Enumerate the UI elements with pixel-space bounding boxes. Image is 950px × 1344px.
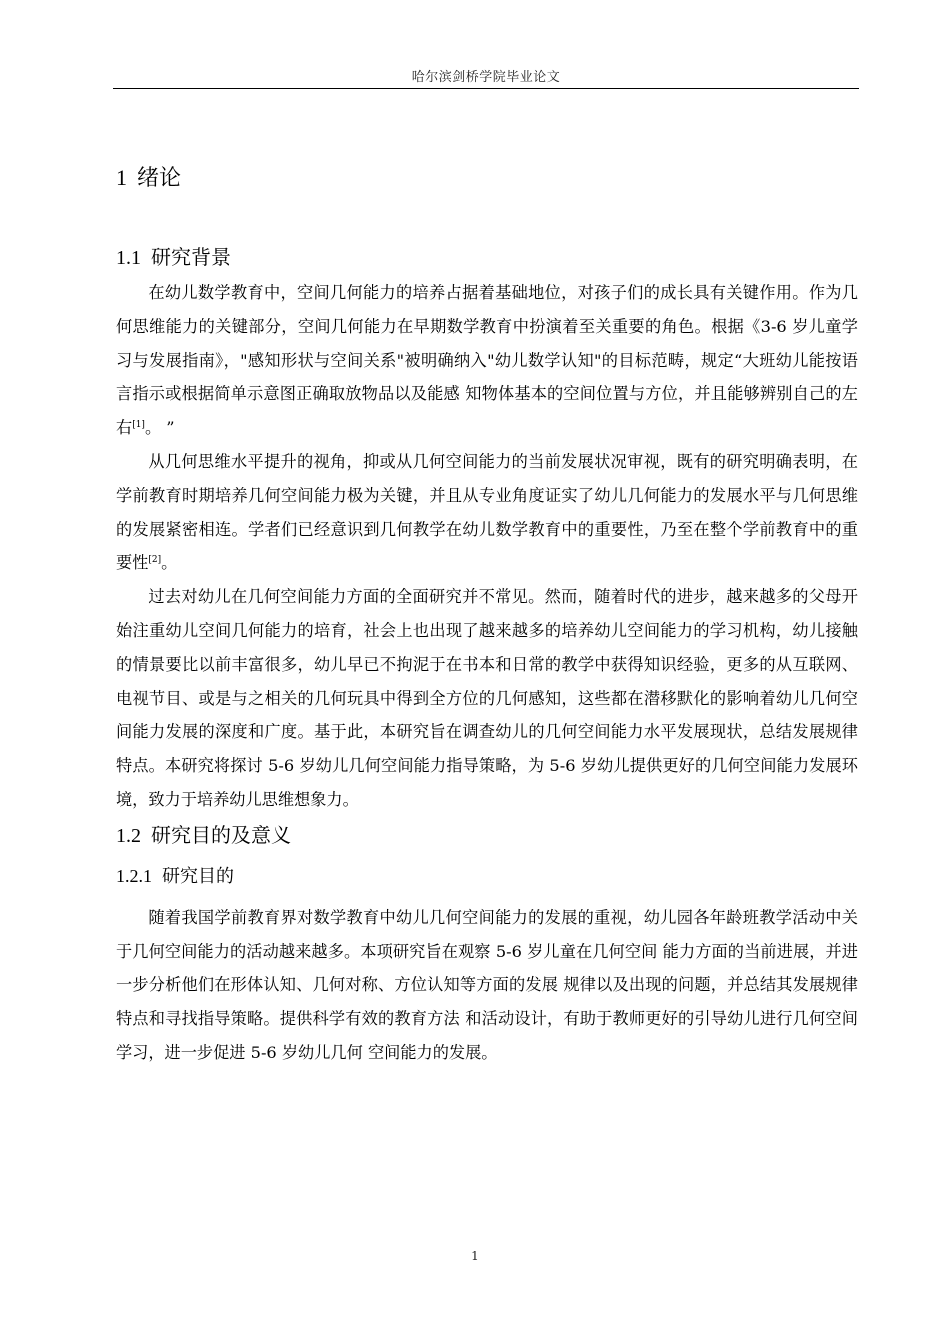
page-content [116, 158, 858, 1070]
subsection-title: 研究目的 [162, 865, 234, 887]
section-title: 研究背景 [151, 245, 231, 269]
section-heading-1-1 [116, 239, 858, 276]
subsection-heading-1-2-1 [116, 858, 858, 895]
paragraph-tail: 。 [161, 553, 178, 573]
section-title: 研究目的及意义 [151, 822, 291, 847]
header-rule [113, 88, 859, 89]
paragraph-background-1 [116, 276, 858, 445]
citation-ref: [2] [148, 555, 162, 566]
paragraph-tail: 。 ” [144, 418, 175, 438]
paragraph-purpose-1 [116, 901, 858, 1070]
paragraph-background-3 [116, 580, 858, 817]
paragraph-text: 在幼儿数学教育中，空间几何能力的培养占据着基础地位，对孩子们的成长具有关键作用。作为几何思维能力的关键部分，空间几何能力在早期数学教育中扮演着至关重要的角色。根据《3-6 岁儿童学习与发展指南》，"感知形状与空间关系"被明确纳入"幼儿数学认知"的目标范畴，规定“大班幼儿能按语言指示或根据简单示意图正确取放物品以及能感 知物体基本的空间位置与方位，并且能够辨别自己的左右 [116, 283, 858, 438]
page-number: 1 [471, 1249, 479, 1263]
section-number: 1.2 [116, 824, 141, 847]
chapter-number: 1 [116, 165, 127, 190]
section-number: 1.1 [116, 247, 141, 269]
paragraph-background-2 [116, 445, 858, 580]
citation-ref: [1] [132, 420, 145, 431]
running-header: 哈尔滨剑桥学院毕业论文 [411, 70, 561, 85]
section-heading-1-2 [116, 817, 858, 854]
paragraph-text: 随着我国学前教育界对数学教育中幼儿几何空间能力的发展的重视，幼儿园各年龄班教学活动中关于几何空间能力的活动越来越多。本项研究旨在观察 5-6 岁儿童在几何空间 能力方面的当前进展，并进一步分析他们在形体认知、几何对称、方位认知等方面的发展 规律以及出现的问题，并总结其发展规律特点和寻找指导策略。提供科学有效的教育方法 和活动设计，有助于教师更好的引导幼儿进行几何空间学习，进一步促进 5-6 岁幼儿几何 空间能力的发展。 [116, 907, 858, 1062]
chapter-title: 绪论 [137, 166, 182, 191]
subsection-number: 1.2.1 [116, 865, 152, 886]
paragraph-text: 从几何思维水平提升的视角，抑或从几何空间能力的当前发展状况审视，既有的研究明确表明，在学前教育时期培养几何空间能力极为关键，并且从专业角度证实了幼儿几何能力的发展水平与几何思维的发展紧密相连。学者们已经意识到几何教学在幼儿数学教育中的重要性，乃至在整个学前教育中的重要性 [116, 451, 858, 573]
paragraph-text: 过去对幼儿在几何空间能力方面的全面研究并不常见。然而，随着时代的进步，越来越多的父母开始注重幼儿空间几何能力的培育，社会上也出现了越来越多的培养幼儿空间能力的学习机构，幼儿接触的情景要比以前丰富很多，幼儿早已不拘泥于在书本和日常的教学中获得知识经验，更多的从互联网、电视节目、或是与之相关的几何玩具中得到全方位的几何感知，这些都在潜移默化的影响着幼儿几何空间能力发展的深度和广度。基于此，本研究旨在调查幼儿的几何空间能力水平发展现状，总结发展规律特点。本研究将探讨 5-6 岁幼儿几何空间能力指导策略，为 5-6 岁幼儿提供更好的几何空间能力发展环境，致力于培养幼儿思维想象力。 [116, 587, 858, 809]
chapter-heading [116, 158, 858, 199]
